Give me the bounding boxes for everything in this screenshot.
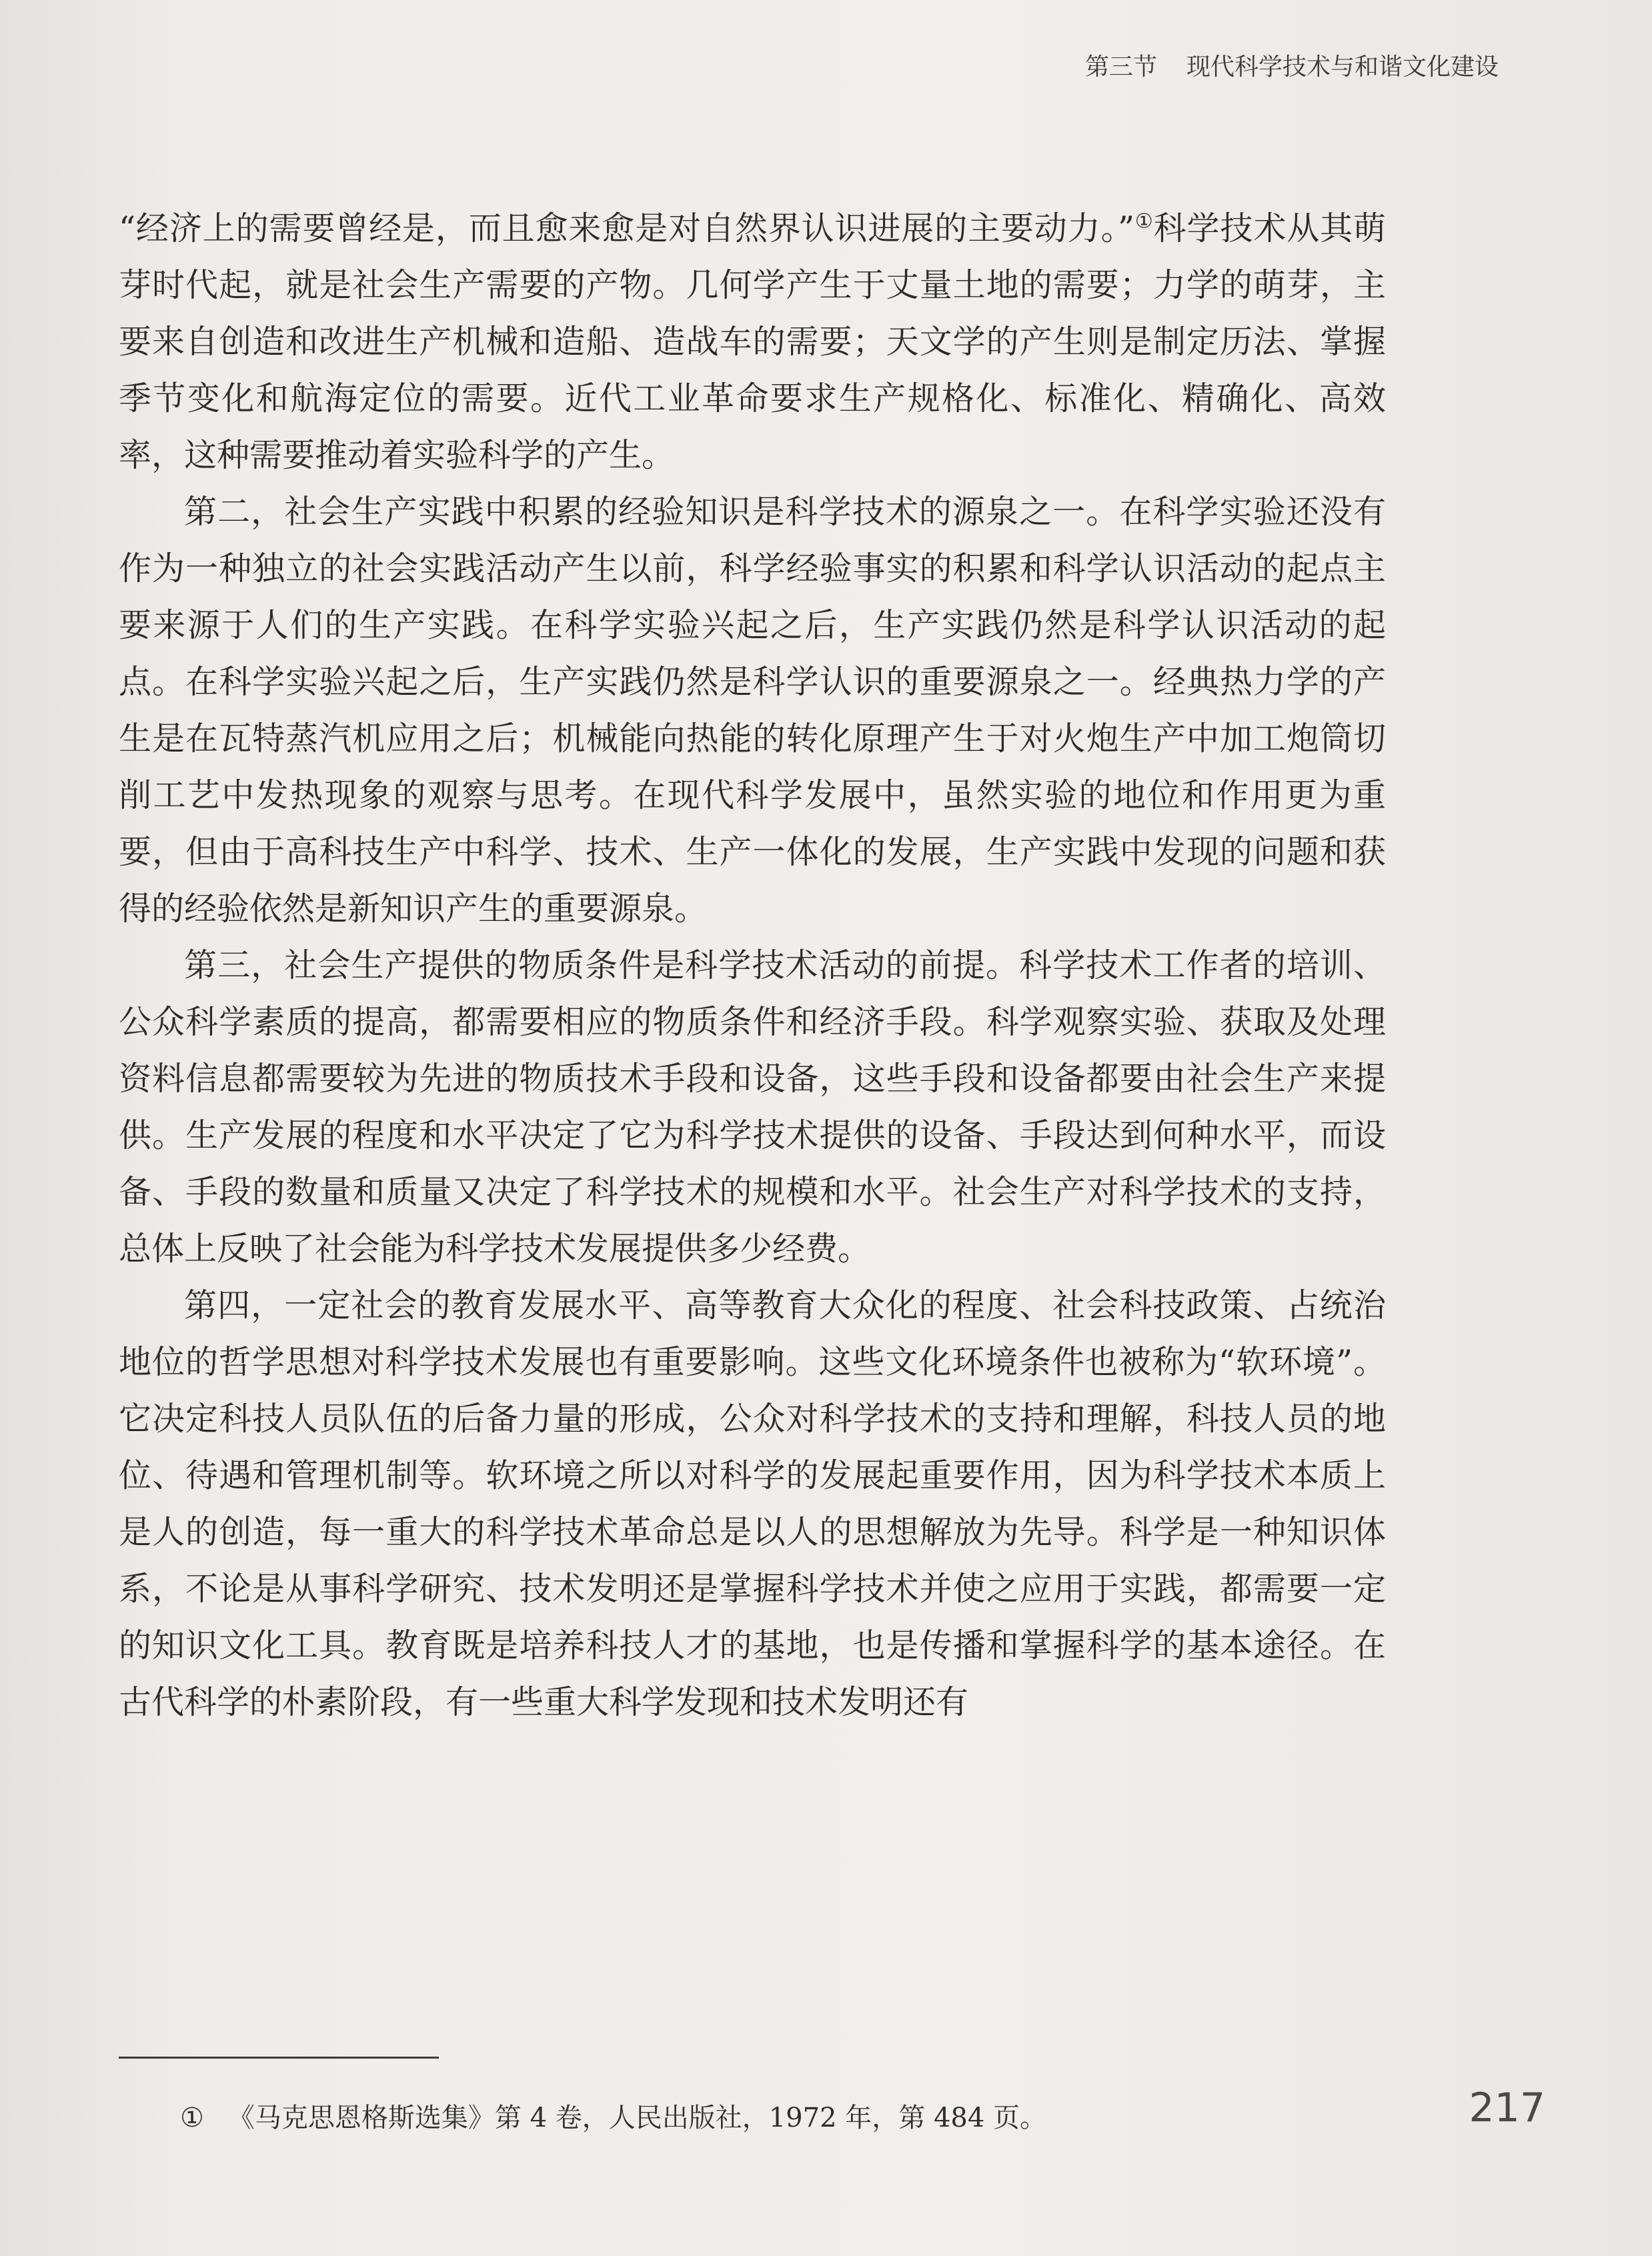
running-head-section: 第三节 [1084, 53, 1157, 81]
running-head-title: 现代科学技术与和谐文化建设 [1186, 53, 1499, 81]
paragraph-4: 第四，一定社会的教育发展水平、高等教育大众化的程度、社会科技政策、占统治地位的哲学思想对科学技术发展也有重要影响。这些文化环境条件也被称为“软环境”。它决定科技人员队伍的后备力量的形成，公众对科学技术的支持和理解，科技人员的地位、待遇和管理机制等。软环境之所以对科学的发展起重要作用，因为科学技术本质上是人的创造，每一重大的科学技术革命总是以人的思想解放为先导。科学是一种知识体系，不论是从事科学研究、技术发明还是掌握科学技术并使之应用于实践，都需要一定的知识文化工具。教育既是培养科技人才的基地，也是传播和掌握科学的基本途径。在古代科学的朴素阶段，有一些重大科学发现和技术发明还有 [119, 1286, 1386, 1721]
paragraph-3: 第三，社会生产提供的物质条件是科学技术活动的前提。科学技术工作者的培训、公众科学素质的提高，都需要相应的物质条件和经济手段。科学观察实验、获取及处理资料信息都需要较为先进的物质技术手段和设备，这些手段和设备都要由社会生产来提供。生产发展的程度和水平决定了它为科学技术提供的设备、手段达到何种水平，而设备、手段的数量和质量又决定了科学技术的规模和水平。社会生产对科学技术的支持，总体上反映了社会能为科学技术发展提供多少经费。 [119, 946, 1386, 1268]
paragraph-2: 第二，社会生产实践中积累的经验知识是科学技术的源泉之一。在科学实验还没有作为一种独立的社会实践活动产生以前，科学经验事实的积累和科学认识活动的起点主要来源于人们的生产实践。在科学实验兴起之后，生产实践仍然是科学认识活动的起点。在科学实验兴起之后，生产实践仍然是科学认识的重要源泉之一。经典热力学的产生是在瓦特蒸汽机应用之后；机械能向热能的转化原理产生于对火炮生产中加工炮筒切削工艺中发热现象的观察与思考。在现代科学发展中，虽然实验的地位和作用更为重要，但由于高科技生产中科学、技术、生产一体化的发展，生产实践中发现的问题和获得的经验依然是新知识产生的重要源泉。 [119, 493, 1386, 928]
paragraph-1 [119, 200, 1386, 483]
footnote-reference: ① [1134, 209, 1154, 233]
footnote-mark: ① [180, 2103, 204, 2133]
page-number: 217 [1469, 2085, 1545, 2131]
body-text [119, 200, 1386, 1731]
footnote-text: 《马克思恩格斯选集》第 4 卷，人民出版社，1972 年，第 484 页。 [227, 2103, 1047, 2133]
footnote [180, 2099, 1046, 2137]
paragraph-1-rest: 科学技术从其萌芽时代起，就是社会生产需要的产物。几何学产生于丈量土地的需要；力学的萌芽，主要来自创造和改进生产机械和造船、造战车的需要；天文学的产生则是制定历法、掌握季节变化和航海定位的需要。近代工业革命要求生产规格化、标准化、精确化、高效率，这种需要推动着实验科学的产生。 [119, 209, 1386, 474]
paragraph-1-quote: “经济上的需要曾经是，而且愈来愈是对自然界认识进展的主要动力。” [119, 209, 1134, 247]
footnote-divider [119, 2057, 439, 2059]
running-head [1085, 48, 1499, 82]
